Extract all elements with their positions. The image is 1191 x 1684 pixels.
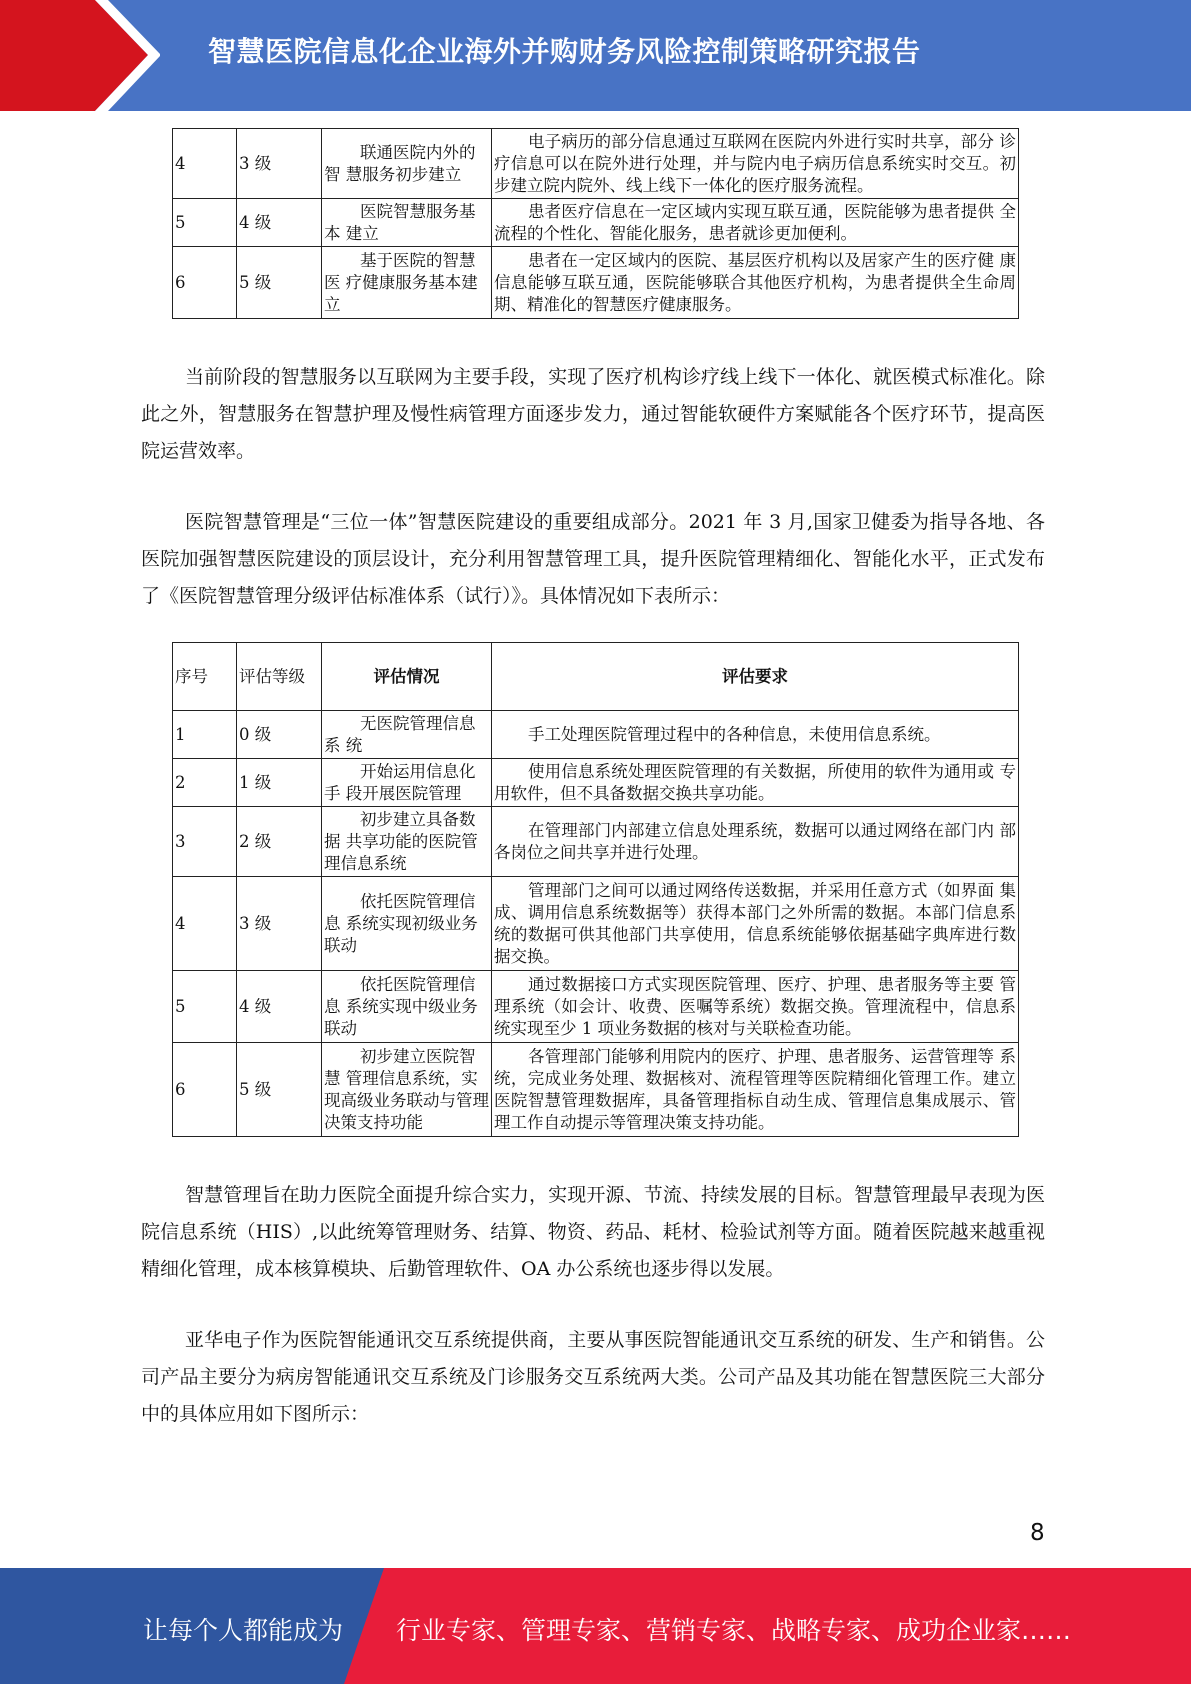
table-header-row	[173, 643, 1019, 711]
cell-situation-text: 联通医院内外的智 慧服务初步建立	[324, 142, 476, 184]
cell-situation-text: 依托医院管理信息 系统实现初级业务 联动	[324, 891, 478, 955]
cell-situation	[322, 247, 492, 319]
cell-requirement	[492, 129, 1019, 199]
paragraph-smart-service: 当前阶段的智慧服务以互联网为主要手段，实现了医疗机构诊疗线上线下一体化、就医模式标准化。除此之外，智慧服务在智慧护理及慢性病管理方面逐步发力，通过智能软硬件方案赋能各个医疗环节，提高医院运营效率。	[141, 366, 1045, 462]
cell-level: 4 级	[237, 199, 322, 247]
cell-requirement	[492, 711, 1019, 759]
cell-level: 2 级	[237, 807, 322, 877]
table-row	[173, 1043, 1019, 1137]
cell-situation-text: 无医院管理信息系 统	[324, 713, 476, 755]
cell-situation	[322, 971, 492, 1043]
cell-level: 3 级	[237, 877, 322, 971]
table-row	[173, 711, 1019, 759]
footer-slogan-right: 行业专家、管理专家、营销专家、战略专家、成功企业家……	[396, 1616, 1072, 1645]
cell-situation-text: 初步建立医院智慧 管理信息系统，实现高级业务联动与管理决策支持功能	[324, 1046, 489, 1132]
cell-seq: 4	[173, 129, 237, 199]
cell-situation	[322, 129, 492, 199]
table-row	[173, 247, 1019, 319]
cell-requirement-text: 使用信息系统处理医院管理的有关数据，所使用的软件为通用或 专用软件，但不具备数据交换共享功能。	[494, 761, 1016, 803]
header-requirement: 评估要求	[492, 643, 1019, 711]
header-seq: 序号	[173, 643, 237, 711]
cell-level: 1 级	[237, 759, 322, 807]
cell-situation-text: 开始运用信息化手 段开展医院管理	[324, 761, 476, 803]
cell-requirement	[492, 759, 1019, 807]
cell-situation	[322, 1043, 492, 1137]
header-chevron-icon	[0, 0, 160, 111]
cell-requirement-text: 在管理部门内部建立信息处理系统，数据可以通过网络在部门内 部各岗位之间共享并进行处理。	[494, 820, 1016, 862]
cell-level: 4 级	[237, 971, 322, 1043]
report-title: 智慧医院信息化企业海外并购财务风险控制策略研究报告	[208, 35, 921, 68]
page-footer	[0, 1568, 1191, 1684]
cell-situation	[322, 199, 492, 247]
paragraph-yahua-company: 亚华电子作为医院智能通讯交互系统提供商，主要从事医院智能通讯交互系统的研发、生产和销售。公司产品主要分为病房智能通讯交互系统及门诊服务交互系统两大类。公司产品及其功能在智慧医院三大部分中的具体应用如下图所示：	[141, 1329, 1045, 1425]
cell-requirement-text: 患者医疗信息在一定区域内实现互联互通，医院能够为患者提供 全流程的个性化、智能化服务，患者就诊更加便利。	[494, 201, 1016, 243]
cell-requirement	[492, 1043, 1019, 1137]
cell-requirement	[492, 971, 1019, 1043]
cell-seq: 5	[173, 971, 237, 1043]
cell-seq: 3	[173, 807, 237, 877]
table-row	[173, 199, 1019, 247]
cell-requirement	[492, 199, 1019, 247]
cell-situation	[322, 807, 492, 877]
cell-level: 5 级	[237, 247, 322, 319]
cell-level: 3 级	[237, 129, 322, 199]
cell-seq: 6	[173, 247, 237, 319]
cell-requirement	[492, 247, 1019, 319]
cell-requirement-text: 患者在一定区域内的医院、基层医疗机构以及居家产生的医疗健 康信息能够互联互通，医院能够联合其他医疗机构，为患者提供全生命周期、精准化的智慧医疗健康服务。	[494, 250, 1016, 314]
header-situation: 评估情况	[322, 643, 492, 711]
cell-seq: 5	[173, 199, 237, 247]
cell-situation-text: 基于医院的智慧医 疗健康服务基本建 立	[324, 250, 478, 314]
cell-level: 5 级	[237, 1043, 322, 1137]
page-number: 8	[1030, 1520, 1045, 1546]
table-row	[173, 759, 1019, 807]
cell-requirement-text: 管理部门之间可以通过网络传送数据，并采用任意方式（如界面 集成、调用信息系统数据等）获得本部门之外所需的数据。本部门信息系统的数据可供其他部门共享使用，信息系统能够依据基础字典库进行数据交换。	[494, 880, 1016, 966]
cell-situation	[322, 759, 492, 807]
paragraph-smart-management: 医院智慧管理是“三位一体”智慧医院建设的重要组成部分。2021 年 3 月,国家卫健委为指导各地、各医院加强智慧医院建设的顶层设计，充分利用智慧管理工具，提升医院管理精细化、智能化水平，正式发布了《医院智慧管理分级评估标准体系（试行）》。具体情况如下表所示：	[141, 511, 1045, 607]
cell-level: 0 级	[237, 711, 322, 759]
cell-requirement-text: 各管理部门能够利用院内的医疗、护理、患者服务、运营管理等 系统，完成业务处理、数据核对、流程管理等医院精细化管理工作。建立医院智慧管理数据库，具备管理指标自动生成、管理信息集成展示、管理工作自动提示等管理决策支持功能。	[494, 1046, 1016, 1132]
cell-requirement-text: 电子病历的部分信息通过互联网在医院内外进行实时共享，部分 诊疗信息可以在院外进行处理，并与院内电子病历信息系统实时交互。初步建立院内院外、线上线下一体化的医疗服务流程。	[494, 131, 1016, 195]
cell-requirement	[492, 807, 1019, 877]
table-row	[173, 877, 1019, 971]
paragraph-management-history: 智慧管理旨在助力医院全面提升综合实力，实现开源、节流、持续发展的目标。智慧管理最早表现为医院信息系统（HIS）,以此统筹管理财务、结算、物资、药品、耗材、检验试剂等方面。随着医院越来越重视精细化管理，成本核算模块、后勤管理软件、OA 办公系统也逐步得以发展。	[141, 1184, 1045, 1280]
cell-requirement-text: 手工处理医院管理过程中的各种信息，未使用信息系统。	[528, 724, 941, 744]
cell-situation	[322, 711, 492, 759]
cell-situation-text: 初步建立具备数据 共享功能的医院管 理信息系统	[324, 809, 478, 873]
table-row	[173, 807, 1019, 877]
header-level: 评估等级	[237, 643, 322, 711]
cell-situation-text: 医院智慧服务基本 建立	[324, 201, 476, 243]
cell-seq: 4	[173, 877, 237, 971]
footer-slogan-left: 让每个人都能成为	[143, 1616, 344, 1645]
smart-management-table	[172, 642, 1019, 1137]
table-row	[173, 129, 1019, 199]
smart-service-table	[172, 128, 1019, 319]
cell-seq: 1	[173, 711, 237, 759]
table-row	[173, 971, 1019, 1043]
cell-seq: 2	[173, 759, 237, 807]
cell-situation	[322, 877, 492, 971]
cell-requirement	[492, 877, 1019, 971]
cell-situation-text: 依托医院管理信息 系统实现中级业务 联动	[324, 974, 478, 1038]
cell-seq: 6	[173, 1043, 237, 1137]
cell-requirement-text: 通过数据接口方式实现医院管理、医疗、护理、患者服务等主要 管理系统（如会计、收费、医嘱等系统）数据交换。管理流程中，信息系统实现至少 1 项业务数据的核对与关联检查功能。	[494, 974, 1016, 1038]
page-header	[0, 0, 1191, 111]
